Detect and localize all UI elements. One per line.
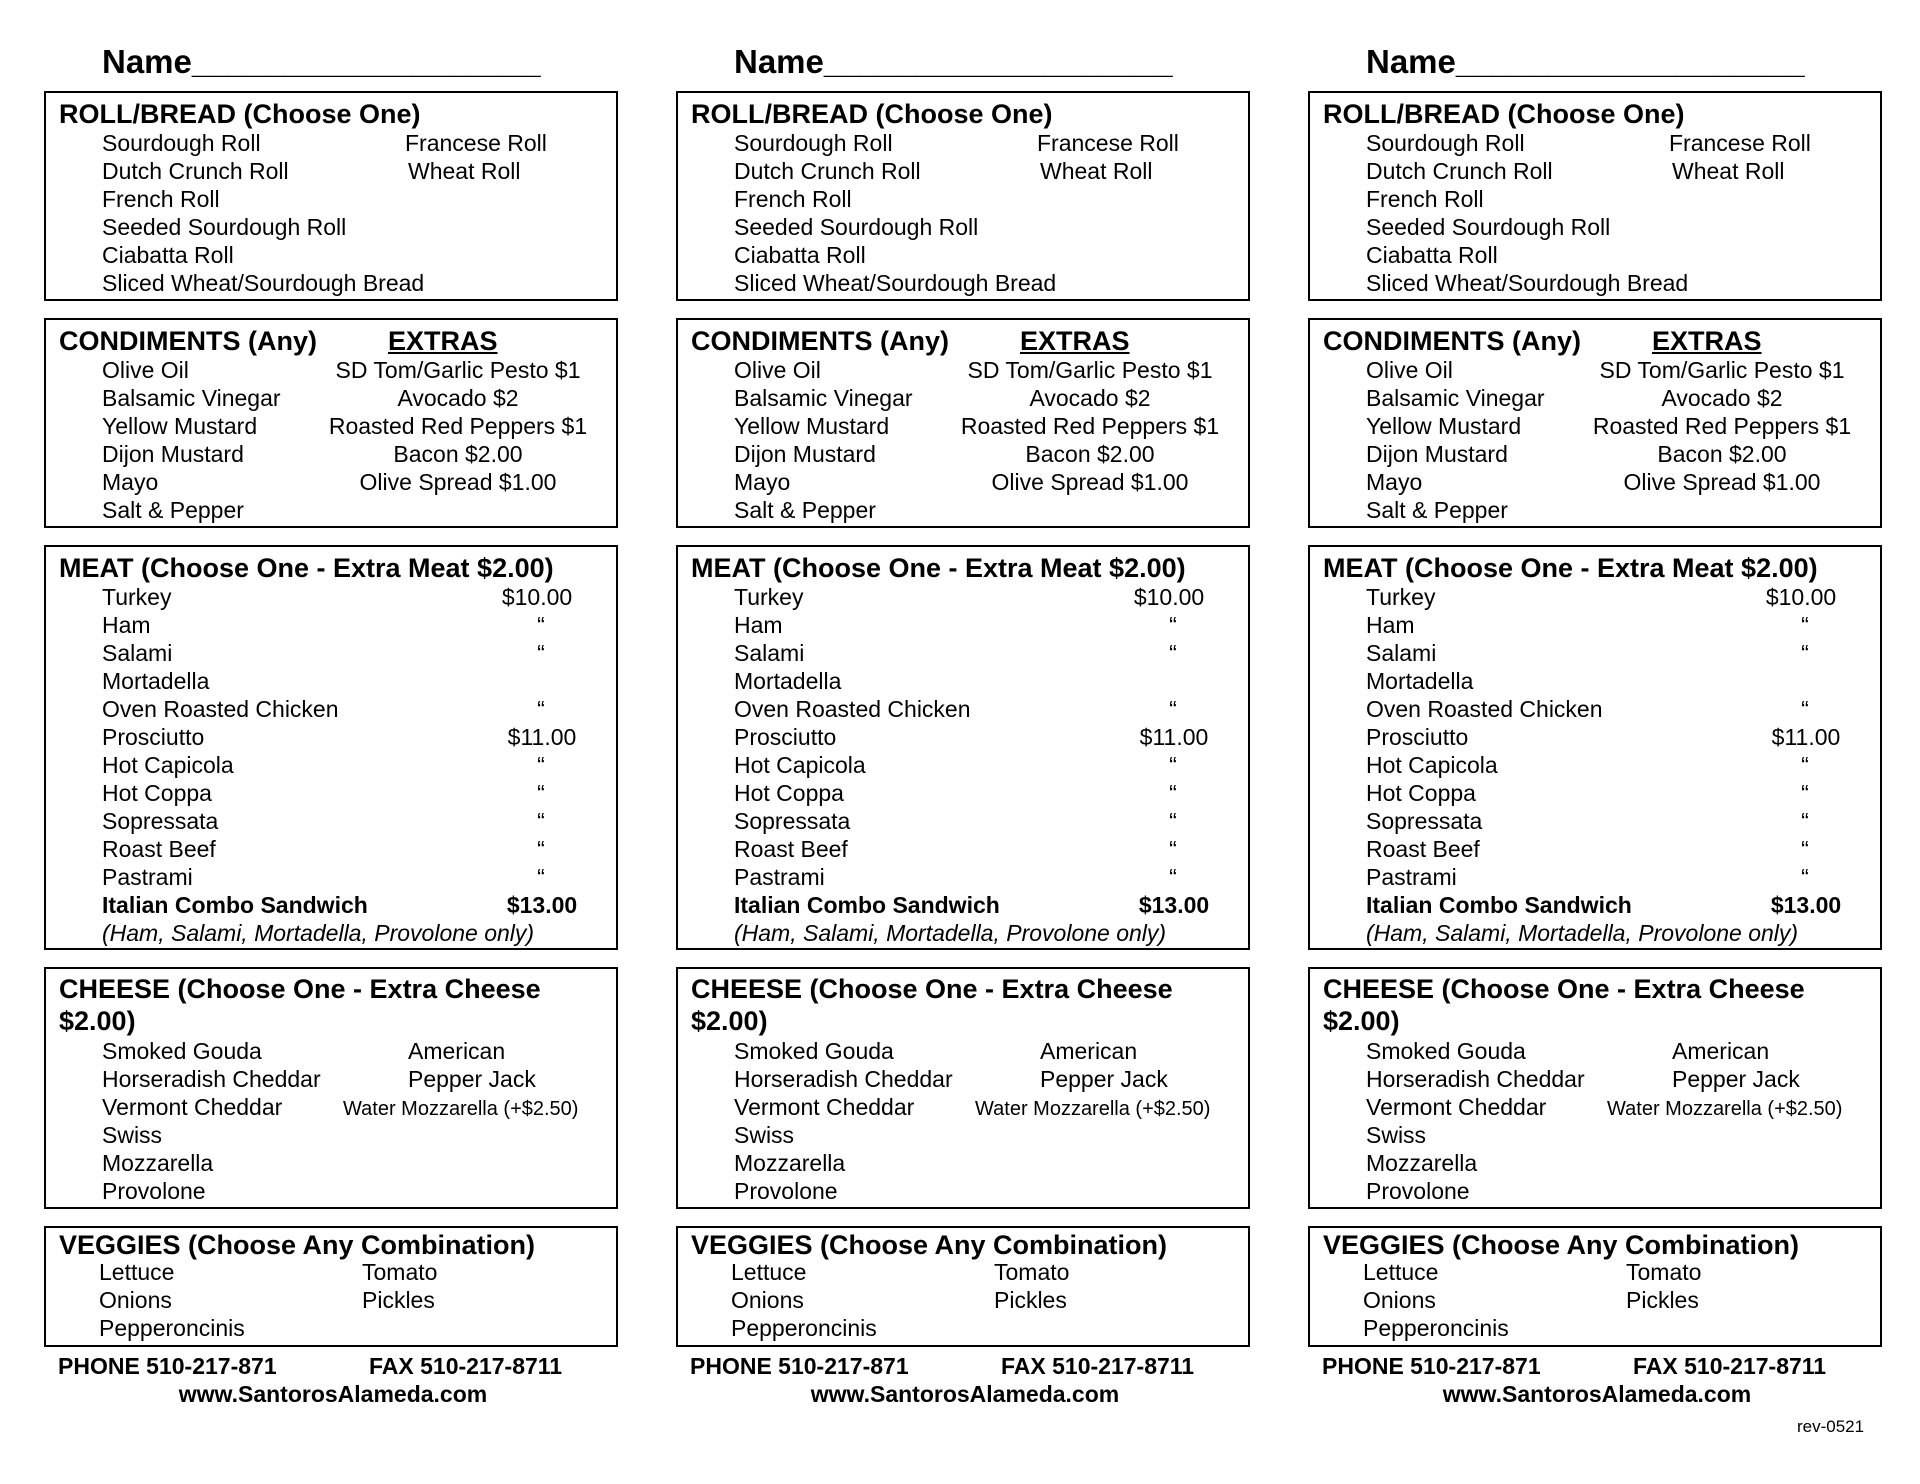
meat-section [676,545,1250,950]
cheese-option: Horseradish Cheddar [734,1066,953,1092]
roll-bread-section [676,91,1250,301]
condiments-header: CONDIMENTS (Any) [691,326,949,356]
cheese-option: Swiss [734,1122,795,1148]
veggies-section [1308,1226,1882,1347]
meat-price: “ [1801,640,1809,666]
roll-bread-header: ROLL/BREAD (Choose One) [1323,99,1685,129]
roll-option: Wheat Roll [1672,158,1785,184]
roll-option: Dutch Crunch Roll [1366,158,1553,184]
cheese-option: Pepper Jack [1040,1066,1168,1092]
meat-option: Prosciutto [102,724,205,750]
meat-price: “ [1801,836,1809,862]
roll-option: Sliced Wheat/Sourdough Bread [102,270,425,296]
meat-option: Prosciutto [734,724,837,750]
condiment-option: Mayo [734,469,791,495]
extra-option: Roasted Red Peppers $1 [328,413,588,439]
veggie-option: Lettuce [1363,1259,1439,1285]
meat-option: Hot Capicola [102,752,234,778]
roll-option: Sliced Wheat/Sourdough Bread [1366,270,1689,296]
meat-price: “ [1169,780,1177,806]
meat-price: “ [1801,864,1809,890]
meat-option: Ham [734,612,783,638]
cheese-header: CHEESE (Choose One - Extra Cheese $2.00) [691,974,1173,1036]
meat-header: MEAT (Choose One - Extra Meat $2.00) [691,553,1186,583]
roll-option: Francese Roll [1037,130,1179,156]
meat-option: Hot Coppa [734,780,844,806]
veggie-option: Onions [99,1287,172,1313]
meat-price: $11.00 [1771,724,1841,750]
meat-price: “ [1169,808,1177,834]
combo-sandwich-note: (Ham, Salami, Mortadella, Provolone only) [1366,920,1799,946]
roll-option: Sourdough Roll [102,130,261,156]
meat-price: “ [1169,696,1177,722]
cheese-option-water-mozzarella: Water Mozzarella (+$2.50) [343,1098,579,1120]
condiment-option: Olive Oil [102,357,189,383]
fax-number: FAX 510-217-8711 [1001,1353,1195,1379]
roll-option: Seeded Sourdough Roll [1366,214,1611,240]
condiment-option: Mayo [102,469,159,495]
phone-number: PHONE 510-217-871 [690,1353,909,1379]
meat-option: Turkey [734,584,804,610]
meat-option: Oven Roasted Chicken [734,696,971,722]
meat-price: “ [1801,696,1809,722]
meat-section [1308,545,1882,950]
meat-option: Pastrami [734,864,825,890]
combo-sandwich-name: Italian Combo Sandwich [1366,892,1632,918]
veggie-option: Tomato [994,1259,1070,1285]
roll-option: French Roll [734,186,852,212]
meat-price: “ [537,752,545,778]
condiment-option: Salt & Pepper [1366,497,1508,523]
extra-option: Bacon $2.00 [1025,441,1155,467]
veggie-option: Lettuce [99,1259,175,1285]
cheese-option: Mozzarella [734,1150,846,1176]
meat-option: Oven Roasted Chicken [1366,696,1603,722]
meat-option: Roast Beef [1366,836,1480,862]
meat-option: Hot Capicola [1366,752,1498,778]
meat-option: Mortadella [102,668,210,694]
roll-option: French Roll [1366,186,1484,212]
condiments-header: CONDIMENTS (Any) [59,326,317,356]
condiments-header: CONDIMENTS (Any) [1323,326,1581,356]
combo-sandwich-price: $13.00 [506,892,578,918]
condiment-option: Dijon Mustard [734,441,876,467]
cheese-option: Vermont Cheddar [734,1094,915,1120]
combo-sandwich-price: $13.00 [1138,892,1210,918]
cheese-option: Smoked Gouda [102,1038,262,1064]
fax-number: FAX 510-217-8711 [1633,1353,1827,1379]
extras-header: EXTRAS [1020,326,1130,356]
roll-option: Seeded Sourdough Roll [734,214,979,240]
veggie-option: Tomato [1626,1259,1702,1285]
roll-bread-header: ROLL/BREAD (Choose One) [691,99,1053,129]
roll-option: Sourdough Roll [734,130,893,156]
meat-option: Salami [734,640,805,666]
condiment-option: Yellow Mustard [102,413,258,439]
meat-option: Salami [1366,640,1437,666]
condiments-section [676,318,1250,528]
meat-price: $10.00 [501,584,573,610]
meat-section [44,545,618,950]
cheese-option: American [408,1038,506,1064]
roll-option: Ciabatta Roll [734,242,866,268]
cheese-option: Pepper Jack [1672,1066,1800,1092]
veggie-option: Pepperoncinis [99,1315,245,1341]
condiment-option: Balsamic Vinegar [734,385,913,411]
veggie-option: Tomato [362,1259,438,1285]
condiment-option: Salt & Pepper [102,497,244,523]
cheese-option: Smoked Gouda [734,1038,894,1064]
condiment-option: Balsamic Vinegar [102,385,281,411]
cheese-option: Provolone [734,1178,838,1204]
veggie-option: Onions [1363,1287,1436,1313]
cheese-option: Swiss [1366,1122,1427,1148]
roll-option: Francese Roll [1669,130,1811,156]
meat-option: Oven Roasted Chicken [102,696,339,722]
meat-option: Mortadella [1366,668,1474,694]
combo-sandwich-note: (Ham, Salami, Mortadella, Provolone only) [734,920,1167,946]
meat-price: “ [1801,752,1809,778]
extra-option: Bacon $2.00 [1657,441,1787,467]
roll-option: Dutch Crunch Roll [734,158,921,184]
condiment-option: Olive Oil [734,357,821,383]
website: www.SantorosAlameda.com [1442,1381,1752,1407]
condiments-section [1308,318,1882,528]
name-line: Name___________________ [734,43,1173,80]
meat-header: MEAT (Choose One - Extra Meat $2.00) [59,553,554,583]
meat-option: Sopressata [734,808,851,834]
meat-option: Ham [1366,612,1415,638]
meat-price: “ [1169,836,1177,862]
cheese-option: Vermont Cheddar [1366,1094,1547,1120]
roll-option: French Roll [102,186,220,212]
veggies-section [44,1226,618,1347]
condiment-option: Olive Oil [1366,357,1453,383]
roll-option: Sourdough Roll [1366,130,1525,156]
roll-option: Ciabatta Roll [1366,242,1498,268]
cheese-option: Mozzarella [1366,1150,1478,1176]
meat-option: Sopressata [1366,808,1483,834]
meat-price: “ [537,808,545,834]
extras-header: EXTRAS [1652,326,1762,356]
cheese-option: Horseradish Cheddar [1366,1066,1585,1092]
meat-price: $11.00 [507,724,577,750]
veggie-option: Lettuce [731,1259,807,1285]
condiment-option: Salt & Pepper [734,497,876,523]
roll-option: Wheat Roll [1040,158,1153,184]
website: www.SantorosAlameda.com [178,1381,488,1407]
cheese-option: American [1672,1038,1770,1064]
cheese-section [44,967,618,1209]
meat-option: Sopressata [102,808,219,834]
cheese-option-water-mozzarella: Water Mozzarella (+$2.50) [975,1098,1211,1120]
order-ticket-1 [44,0,622,1484]
extra-option: Roasted Red Peppers $1 [1592,413,1852,439]
meat-option: Pastrami [102,864,193,890]
meat-price: $10.00 [1133,584,1205,610]
order-ticket-2 [676,0,1254,1484]
condiment-option: Balsamic Vinegar [1366,385,1545,411]
condiment-option: Yellow Mustard [734,413,890,439]
cheese-option: Mozzarella [102,1150,214,1176]
meat-price: “ [537,640,545,666]
revision-code: rev-0521 [1797,1417,1865,1436]
cheese-option: Provolone [102,1178,206,1204]
roll-option: Dutch Crunch Roll [102,158,289,184]
veggie-option: Pickles [1626,1287,1699,1313]
combo-sandwich-name: Italian Combo Sandwich [102,892,368,918]
name-line: Name___________________ [1366,43,1805,80]
name-line: Name___________________ [102,43,541,80]
condiments-section [44,318,618,528]
veggies-header: VEGGIES (Choose Any Combination) [59,1230,536,1260]
extra-option: Avocado $2 [1029,385,1151,411]
extra-option: Avocado $2 [1661,385,1783,411]
cheese-option: Smoked Gouda [1366,1038,1526,1064]
meat-price: “ [537,612,545,638]
condiment-option: Mayo [1366,469,1423,495]
order-ticket-3 [1308,0,1886,1484]
meat-header: MEAT (Choose One - Extra Meat $2.00) [1323,553,1818,583]
meat-price: “ [1169,612,1177,638]
meat-option: Hot Capicola [734,752,866,778]
meat-price: “ [537,864,545,890]
meat-price: “ [1801,612,1809,638]
cheese-section [1308,967,1882,1209]
fax-number: FAX 510-217-8711 [369,1353,563,1379]
meat-price: “ [1169,864,1177,890]
meat-option: Turkey [1366,584,1436,610]
meat-option: Salami [102,640,173,666]
extra-option: SD Tom/Garlic Pesto $1 [1599,357,1845,383]
condiment-option: Dijon Mustard [1366,441,1508,467]
meat-option: Roast Beef [734,836,848,862]
meat-price: “ [1801,780,1809,806]
cheese-option: Horseradish Cheddar [102,1066,321,1092]
extra-option: Avocado $2 [397,385,519,411]
cheese-header: CHEESE (Choose One - Extra Cheese $2.00) [1323,974,1805,1036]
cheese-header: CHEESE (Choose One - Extra Cheese $2.00) [59,974,541,1036]
roll-option: Francese Roll [405,130,547,156]
roll-bread-section [1308,91,1882,301]
meat-option: Hot Coppa [1366,780,1476,806]
meat-price: $10.00 [1765,584,1837,610]
roll-option: Seeded Sourdough Roll [102,214,347,240]
meat-option: Hot Coppa [102,780,212,806]
website: www.SantorosAlameda.com [810,1381,1120,1407]
roll-option: Wheat Roll [408,158,521,184]
cheese-section [676,967,1250,1209]
roll-bread-section [44,91,618,301]
combo-sandwich-note: (Ham, Salami, Mortadella, Provolone only) [102,920,535,946]
extra-option: Olive Spread $1.00 [991,469,1189,495]
veggie-option: Pickles [994,1287,1067,1313]
roll-option: Sliced Wheat/Sourdough Bread [734,270,1057,296]
veggie-option: Pickles [362,1287,435,1313]
veggie-option: Pepperoncinis [731,1315,877,1341]
cheese-option: Swiss [102,1122,163,1148]
meat-option: Turkey [102,584,172,610]
phone-number: PHONE 510-217-871 [58,1353,277,1379]
cheese-option: Pepper Jack [408,1066,536,1092]
cheese-option: Provolone [1366,1178,1470,1204]
extras-header: EXTRAS [388,326,498,356]
meat-price: “ [1169,752,1177,778]
meat-option: Prosciutto [1366,724,1469,750]
meat-price: “ [537,836,545,862]
roll-option: Ciabatta Roll [102,242,234,268]
meat-price: $11.00 [1139,724,1209,750]
phone-number: PHONE 510-217-871 [1322,1353,1541,1379]
meat-option: Mortadella [734,668,842,694]
condiment-option: Dijon Mustard [102,441,244,467]
extra-option: Olive Spread $1.00 [1623,469,1821,495]
combo-sandwich-price: $13.00 [1770,892,1842,918]
cheese-option-water-mozzarella: Water Mozzarella (+$2.50) [1607,1098,1843,1120]
combo-sandwich-name: Italian Combo Sandwich [734,892,1000,918]
condiment-option: Yellow Mustard [1366,413,1522,439]
veggies-header: VEGGIES (Choose Any Combination) [691,1230,1168,1260]
roll-bread-header: ROLL/BREAD (Choose One) [59,99,421,129]
meat-option: Roast Beef [102,836,216,862]
extra-option: Olive Spread $1.00 [359,469,557,495]
veggie-option: Onions [731,1287,804,1313]
extra-option: SD Tom/Garlic Pesto $1 [335,357,581,383]
cheese-option: Vermont Cheddar [102,1094,283,1120]
extra-option: Bacon $2.00 [393,441,523,467]
meat-price: “ [537,780,545,806]
meat-price: “ [537,696,545,722]
veggie-option: Pepperoncinis [1363,1315,1509,1341]
veggies-section [676,1226,1250,1347]
cheese-option: American [1040,1038,1138,1064]
meat-option: Pastrami [1366,864,1457,890]
veggies-header: VEGGIES (Choose Any Combination) [1323,1230,1800,1260]
extra-option: Roasted Red Peppers $1 [960,413,1220,439]
meat-price: “ [1169,640,1177,666]
extra-option: SD Tom/Garlic Pesto $1 [967,357,1213,383]
meat-option: Ham [102,612,151,638]
meat-price: “ [1801,808,1809,834]
